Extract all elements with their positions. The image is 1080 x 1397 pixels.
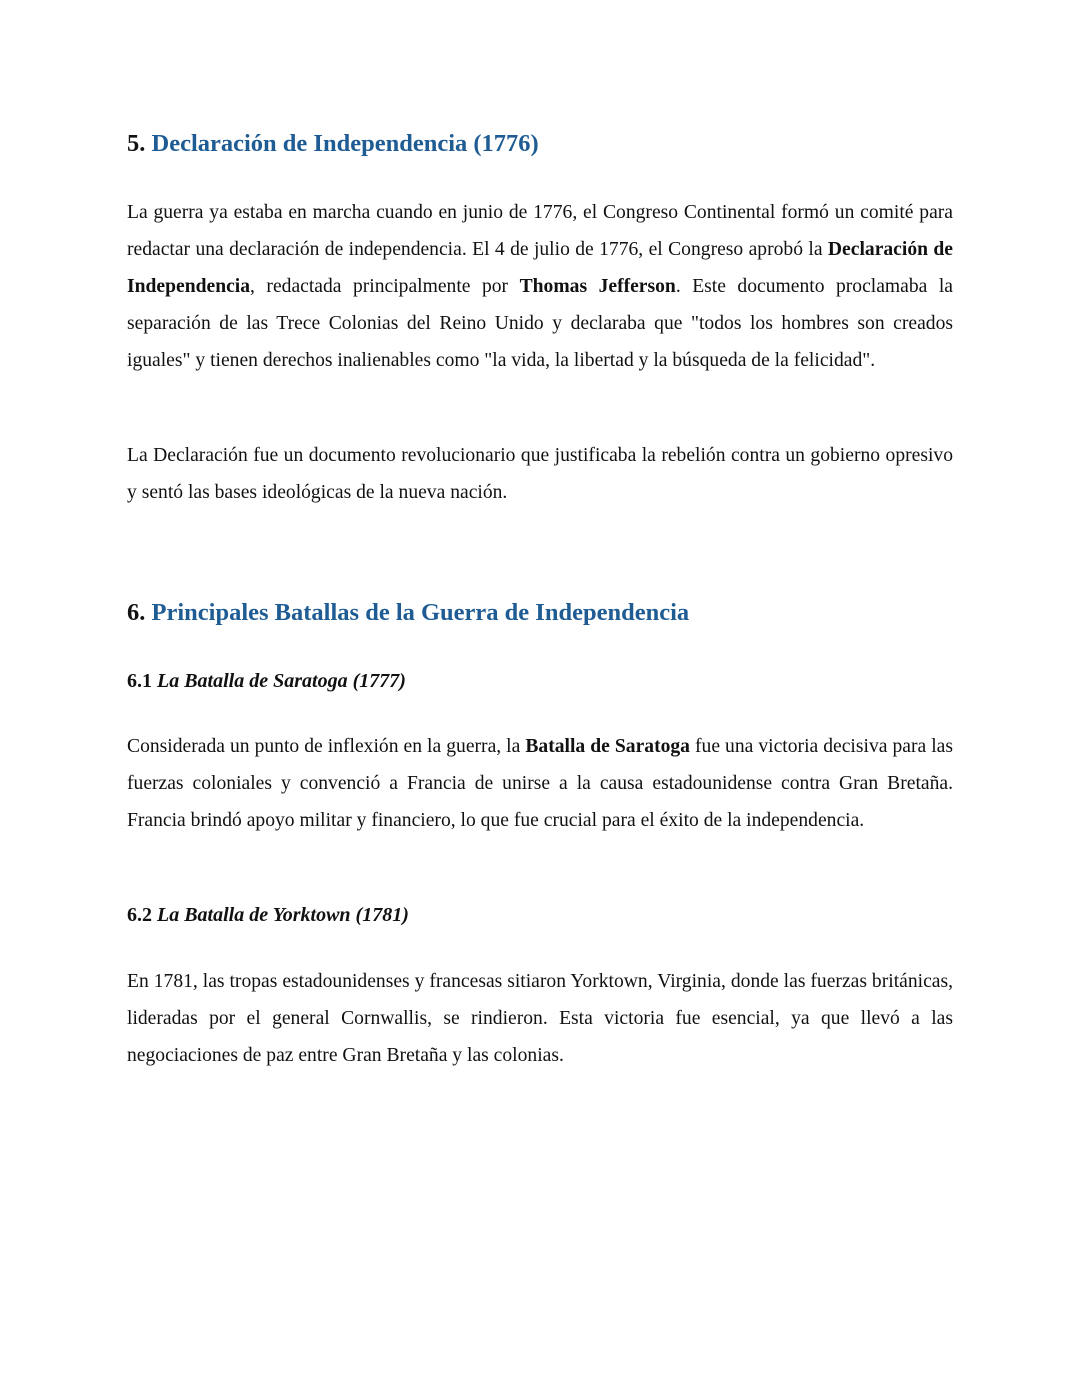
- bold-text: Declaración de Independencia: [127, 239, 953, 297]
- subsection-6-2-heading: 6.2 La Batalla de Yorktown (1781): [127, 904, 409, 926]
- section-5-paragraph-2: La Declaración fue un documento revolucionario que justificaba la rebelión contra un gobierno opresivo y sentó las bases ideológicas de la nueva nación.: [127, 445, 953, 503]
- bold-text: Thomas Jefferson: [519, 276, 676, 297]
- text-run: La guerra ya estaba en marcha cuando en junio de 1776, el Congreso Continental formó un comité para redactar una declaración de independencia. El 4 de julio de 1776, el Congreso aprobó la: [127, 202, 953, 260]
- text-run: , redactada principalmente por: [250, 276, 520, 297]
- bold-text: Batalla de Saratoga: [525, 736, 690, 757]
- section-6-heading: 6. Principales Batallas de la Guerra de Independencia: [127, 599, 690, 626]
- section-5-paragraph-1: [127, 194, 953, 379]
- section-5-heading: 5. Declaración de Independencia (1776): [127, 130, 539, 157]
- text-run: . Este documento proclamaba la separación de las Trece Colonias del Reino Unido y declaraba que "todos los hombres son creados iguales" y tienen derechos inalienables como "la vida, la libertad y la búsqueda de la felicidad".: [127, 276, 953, 371]
- subsection-6-1-paragraph: [127, 728, 953, 839]
- subsection-6-2-paragraph: En 1781, las tropas estadounidenses y francesas sitiaron Yorktown, Virginia, donde las fuerzas británicas, lideradas por el general Cornwallis, se rindieron. Esta victoria fue esencial, ya que llevó a las negociaciones de paz entre Gran Bretaña y las colonias.: [127, 971, 953, 1066]
- text-run: fue una victoria decisiva para las fuerzas coloniales y convenció a Francia de unirse a la causa estadounidense contra Gran Bretaña. Francia brindó apoyo militar y financiero, lo que fue crucial para el éxito de la independencia.: [127, 736, 953, 831]
- text-run: Considerada un punto de inflexión en la guerra, la: [127, 736, 526, 757]
- subsection-6-1-heading: 6.1 La Batalla de Saratoga (1777): [127, 670, 406, 692]
